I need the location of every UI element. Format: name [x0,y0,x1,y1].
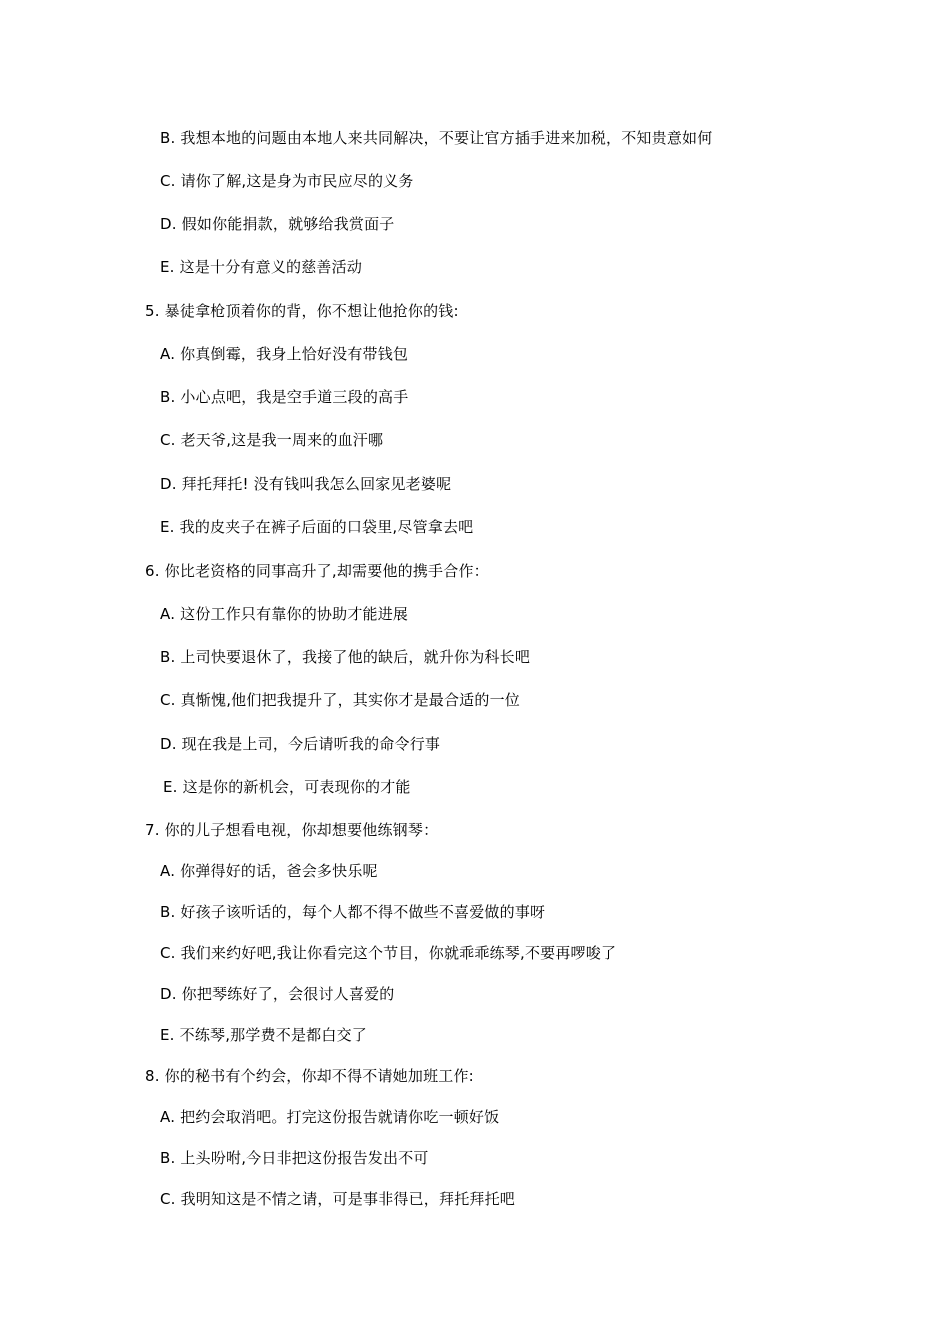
option-8b: B. 上头吩咐,今日非把这份报告发出不可 [160,1149,429,1167]
option-6b: B. 上司快要退休了，我接了他的缺后，就升你为科长吧 [160,648,531,666]
option-5c: C. 老天爷,这是我一周来的血汗哪 [160,431,384,449]
option-7c: C. 我们来约好吧,我让你看完这个节目，你就乖乖练琴,不要再啰唆了 [160,944,617,962]
option-6e: E. 这是你的新机会，可表现你的才能 [163,778,411,796]
option-8a: A. 把约会取消吧。打完这份报告就请你吃一顿好饭 [160,1108,500,1126]
question-7: 7. 你的儿子想看电视，你却想要他练钢琴： [145,821,439,839]
option-7e: E. 不练琴,那学费不是都白交了 [160,1026,367,1044]
option-5a: A. 你真倒霉，我身上恰好没有带钱包 [160,345,409,363]
option-4c: C. 请你了解,这是身为市民应尽的义务 [160,172,414,190]
option-7a: A. 你弹得好的话，爸会多快乐呢 [160,862,378,880]
option-4b: B. 我想本地的问题由本地人来共同解决，不要让官方插手进来加税，不知贵意如何 [160,129,713,147]
option-4e: E. 这是十分有意义的慈善活动 [160,258,363,276]
option-7b: B. 好孩子该听话的，每个人都不得不做些不喜爱做的事呀 [160,903,546,921]
option-4d: D. 假如你能捐款，就够给我赏面子 [160,215,395,233]
option-8c: C. 我明知这是不情之请，可是事非得已，拜托拜托吧 [160,1190,516,1208]
option-6d: D. 现在我是上司，今后请听我的命令行事 [160,735,441,753]
option-5d: D. 拜托拜托! 没有钱叫我怎么回家见老婆呢 [160,475,452,493]
option-5b: B. 小心点吧，我是空手道三段的高手 [160,388,409,406]
option-6a: A. 这份工作只有靠你的协助才能进展 [160,605,409,623]
option-5e: E. 我的皮夹子在裤子后面的口袋里,尽管拿去吧 [160,518,474,536]
option-6c: C. 真惭愧,他们把我提升了，其实你才是最合适的一位 [160,691,520,709]
question-5: 5. 暴徒拿枪顶着你的背，你不想让他抢你的钱: [145,302,459,320]
question-8: 8. 你的秘书有个约会，你却不得不请她加班工作: [145,1067,474,1085]
option-7d: D. 你把琴练好了，会很讨人喜爱的 [160,985,395,1003]
question-6: 6. 你比老资格的同事高升了,却需要他的携手合作： [145,562,489,580]
